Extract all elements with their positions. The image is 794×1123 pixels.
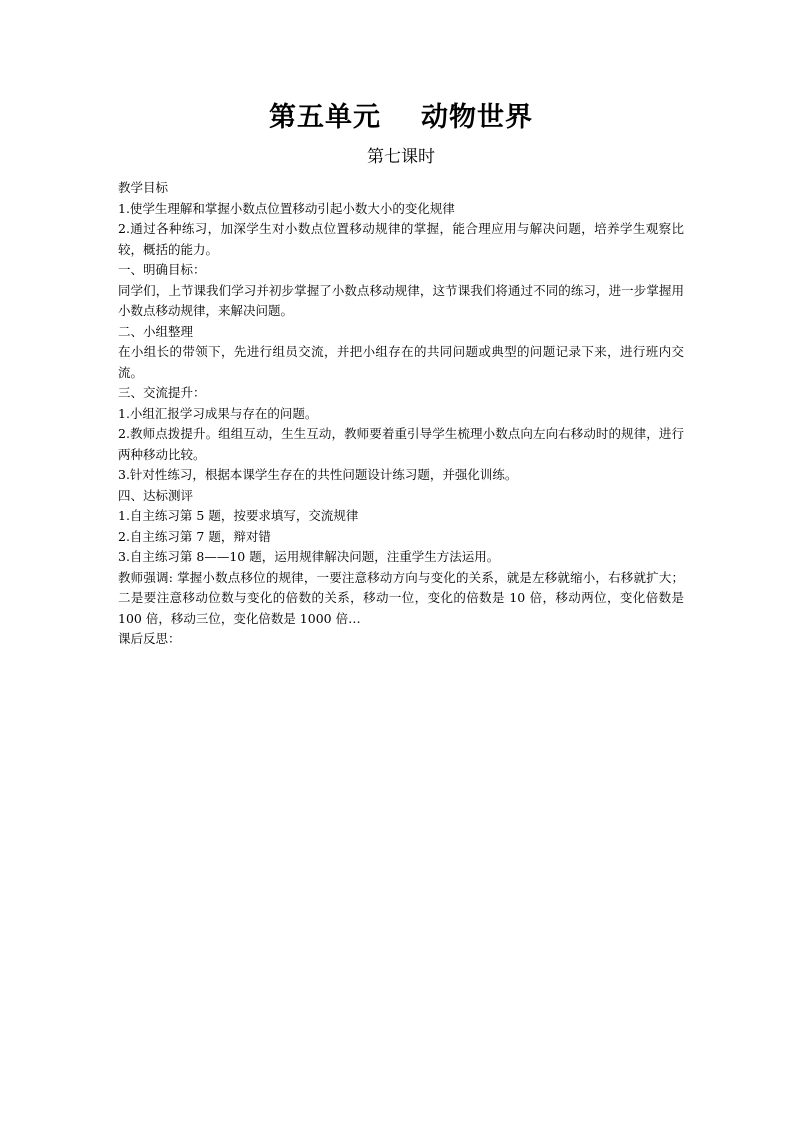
section-heading: 三、交流提升： bbox=[118, 385, 206, 400]
section-heading: 一、明确目标： bbox=[118, 262, 206, 277]
section-heading: 二、小组整理 bbox=[118, 323, 194, 339]
teacher-emphasis: 教师强调: 掌握小数点移位的规律，一要注意移动方向与变化的关系，就是左移就缩小，右移就扩大；二是要注意移动位数与变化的倍数的关系，移动一位，变化的倍数是 10 倍，移动两位，变化倍数是 100 倍，移动三位，变化倍数是 1000 倍… bbox=[118, 569, 684, 626]
objective-item: 1.使学生理解和掌握小数点位置移动引起小数大小的变化规律 bbox=[118, 200, 455, 216]
paragraph: 在小组长的带领下，先进行组员交流，并把小组存在的共同问题或典型的问题记录下来，进行班内交流。 bbox=[118, 344, 684, 380]
topic-title: 动物世界 bbox=[421, 102, 533, 133]
unit-title: 第五单元 bbox=[269, 102, 381, 133]
lesson-subtitle: 第七课时 bbox=[367, 147, 435, 167]
list-item: 2.教师点拨提升。组组互动，生生互动，教师要着重引导学生梳理小数点向左向右移动时的规律，进行两种移动比较。 bbox=[118, 426, 684, 462]
section-heading: 四、达标测评 bbox=[118, 487, 194, 503]
reflection-heading: 课后反思： bbox=[118, 631, 181, 646]
page-title bbox=[118, 96, 684, 140]
document-page bbox=[118, 96, 684, 650]
list-item: 3.自主练习第 8——10 题，运用规律解决问题，注重学生方法运用。 bbox=[118, 549, 500, 564]
objective-item: 2.通过各种练习，加深学生对小数点位置移动规律的掌握，能合理应用与解决问题，培养学生观察比较，概括的能力。 bbox=[118, 221, 684, 257]
list-item: 2.自主练习第 7 题，辩对错 bbox=[118, 528, 271, 544]
list-item: 1.小组汇报学习成果与存在的问题。 bbox=[118, 405, 318, 421]
section-heading-objectives: 教学目标 bbox=[118, 180, 169, 195]
list-item: 3.针对性练习，根据本课学生存在的共性问题设计练习题，并强化训练。 bbox=[118, 467, 518, 482]
paragraph: 同学们，上节课我们学习并初步掌握了小数点移动规律，这节课我们将通过不同的练习，进一步掌握用小数点移动规律，来解决问题。 bbox=[118, 282, 684, 318]
list-item: 1.自主练习第 5 题，按要求填写，交流规律 bbox=[118, 508, 359, 523]
lesson-body bbox=[118, 178, 684, 650]
